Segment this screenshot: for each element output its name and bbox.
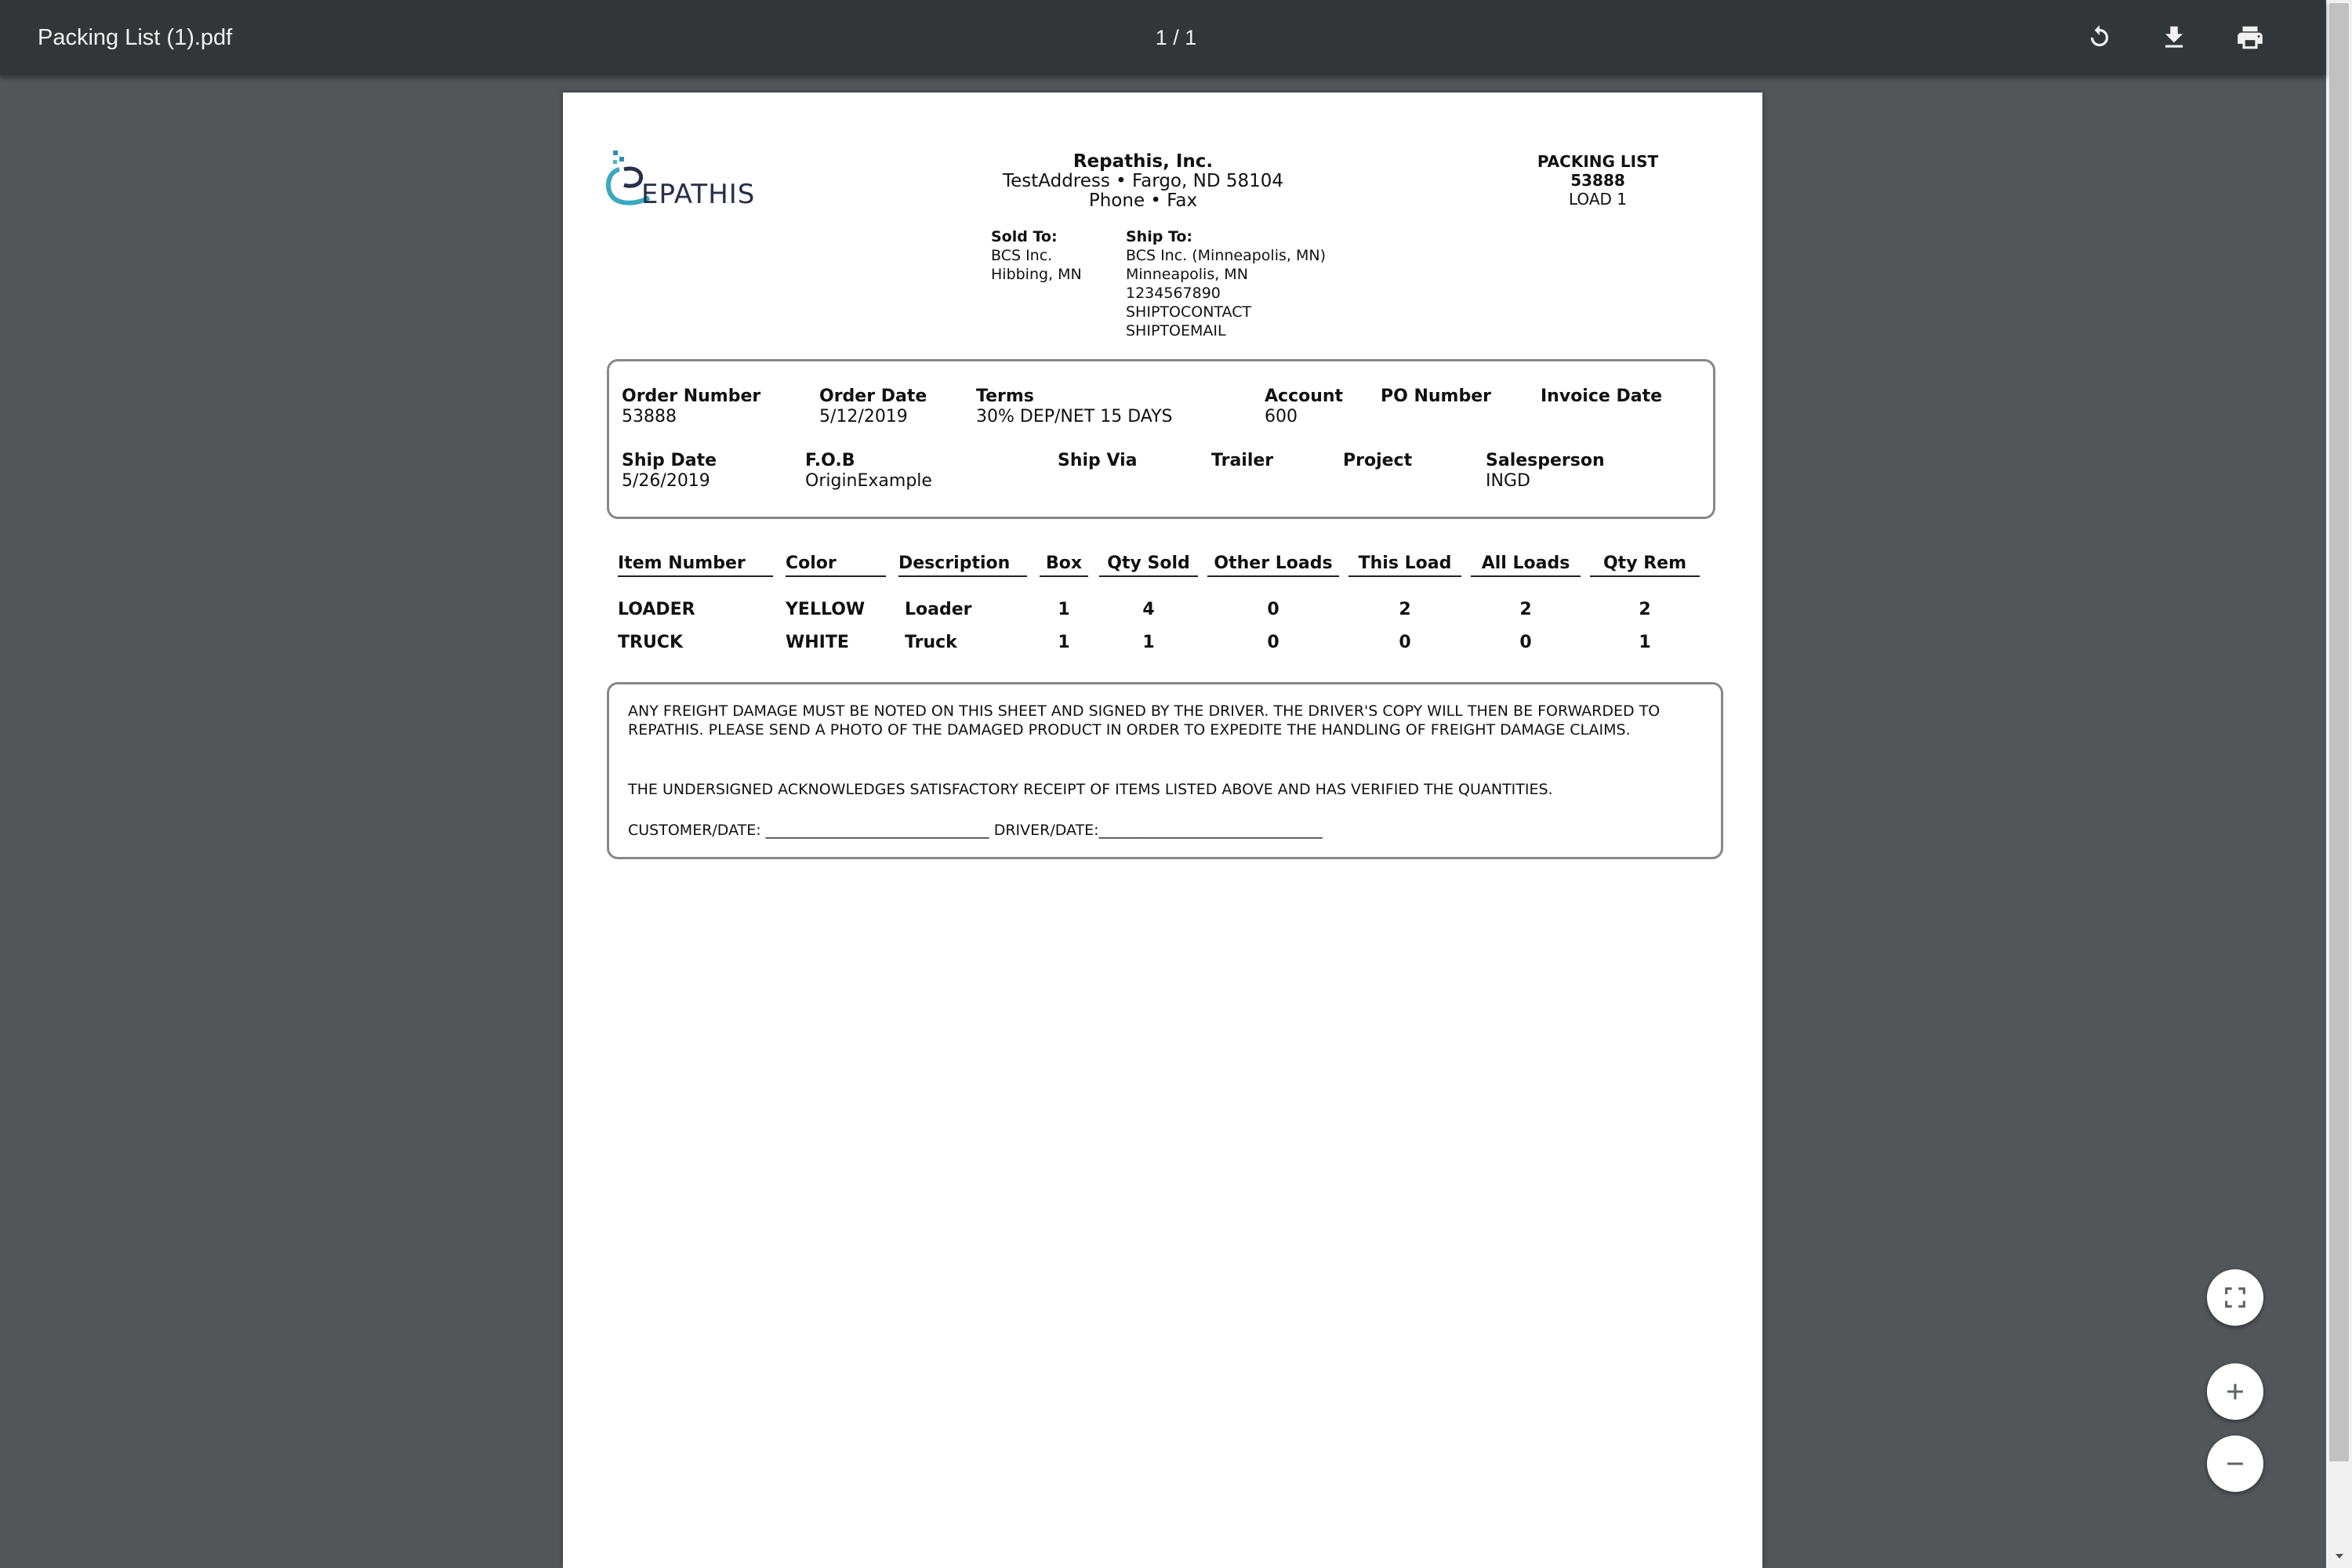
table-header: Item Number [618, 552, 773, 577]
table-cell: Truck [905, 633, 957, 652]
print-icon [2235, 23, 2265, 53]
company-contact: Phone • Fax [1088, 191, 1198, 211]
fit-to-page-icon [2222, 1284, 2249, 1311]
freight-notice-box [607, 682, 1723, 859]
table-cell: 0 [1519, 633, 1532, 652]
ship-to-label: Ship To: [1126, 228, 1193, 245]
table-cell: LOADER [618, 600, 695, 619]
terms-label: Terms [976, 387, 1034, 406]
scrollbar-thumb[interactable] [2329, 3, 2349, 1461]
table-cell: 1 [1639, 633, 1651, 652]
company-address: TestAddress • Fargo, ND 58104 [1002, 171, 1284, 191]
download-button[interactable] [2155, 19, 2193, 56]
download-icon [2159, 23, 2189, 53]
logo-text: EPATHIS [641, 179, 756, 210]
company-logo [604, 149, 792, 212]
document-title: Packing List (1).pdf [38, 25, 233, 50]
ship-to-line: 1234567890 [1126, 285, 1221, 302]
company-name: Repathis, Inc. [1073, 151, 1214, 172]
order-date-label: Order Date [819, 387, 927, 406]
packing-list-number: 53888 [1570, 171, 1625, 190]
table-cell: TRUCK [618, 633, 684, 652]
order-info-box [607, 359, 1715, 519]
viewer-toolbar [0, 0, 2326, 75]
packing-list-title: PACKING LIST [1537, 152, 1659, 171]
table-header: Color [786, 552, 886, 577]
table-header: Qty Rem [1590, 552, 1700, 577]
table-header: This Load [1348, 552, 1461, 577]
table-cell: 2 [1519, 600, 1532, 619]
zoom-in-button[interactable] [2207, 1363, 2263, 1420]
order-number-value: 53888 [622, 407, 677, 426]
packing-list-load: LOAD 1 [1569, 190, 1627, 209]
signature-line: CUSTOMER/DATE: ______________________________ DRIVER/DATE:______________________________ [628, 822, 1323, 839]
table-cell: Loader [905, 600, 972, 619]
table-header: Description [898, 552, 1027, 577]
zoom-in-icon [2222, 1378, 2249, 1405]
damage-notice-text: ANY FREIGHT DAMAGE MUST BE NOTED ON THIS SHEET AND SIGNED BY THE DRIVER. THE DRIVER'S COPY WILL THEN BE FORWARDED TO REPATHIS. PLEASE SEND A PHOTO OF THE DAMAGED PRODUCT IN ORDER TO EXPEDITE THE HANDLING OF FREIGHT DAMAGE CLAIMS. [628, 702, 1661, 739]
sold-to-line: Hibbing, MN [991, 266, 1082, 283]
print-button[interactable] [2231, 19, 2269, 56]
sold-to-line: BCS Inc. [991, 247, 1053, 264]
table-cell: 4 [1142, 600, 1155, 619]
pdf-page [563, 93, 1762, 1568]
table-cell: 1 [1058, 633, 1070, 652]
ship-to-line: Minneapolis, MN [1126, 266, 1248, 283]
table-header: All Loads [1471, 552, 1581, 577]
ship-to-line: BCS Inc. (Minneapolis, MN) [1126, 247, 1326, 264]
table-header: Box [1040, 552, 1088, 577]
table-cell: 0 [1267, 600, 1279, 619]
table-header: Qty Sold [1099, 552, 1198, 577]
trailer-label: Trailer [1211, 451, 1274, 470]
ship-date-value: 5/26/2019 [622, 471, 710, 491]
ship-via-label: Ship Via [1058, 451, 1138, 470]
table-cell: 1 [1142, 633, 1155, 652]
salesperson-label: Salesperson [1486, 451, 1605, 470]
rotate-icon [2085, 23, 2114, 53]
rotate-button[interactable] [2081, 19, 2118, 56]
zoom-out-button[interactable] [2207, 1436, 2263, 1492]
table-cell: 2 [1639, 600, 1651, 619]
order-date-value: 5/12/2019 [819, 407, 908, 426]
ship-date-label: Ship Date [622, 451, 717, 470]
table-cell: 2 [1399, 600, 1411, 619]
table-cell: 1 [1058, 600, 1070, 619]
ship-to-line: SHIPTOCONTACT [1126, 303, 1252, 321]
terms-value: 30% DEP/NET 15 DAYS [976, 407, 1173, 426]
page-indicator: 1 / 1 [1155, 26, 1197, 49]
zoom-out-icon [2222, 1450, 2249, 1477]
project-label: Project [1343, 451, 1413, 470]
ship-to-line: SHIPTOEMAIL [1126, 322, 1226, 339]
account-label: Account [1265, 387, 1344, 406]
account-value: 600 [1265, 407, 1298, 426]
table-cell: YELLOW [786, 600, 866, 619]
scroll-down-arrow-icon[interactable] [2326, 1544, 2352, 1568]
table-cell: WHITE [786, 633, 849, 652]
table-cell: 0 [1267, 633, 1279, 652]
table-header: Other Loads [1207, 552, 1339, 577]
po-number-label: PO Number [1381, 387, 1492, 406]
salesperson-value: INGD [1486, 471, 1530, 491]
vertical-scrollbar[interactable] [2326, 0, 2352, 1568]
order-number-label: Order Number [622, 387, 761, 406]
fit-to-page-button[interactable] [2207, 1269, 2263, 1326]
acknowledge-text: THE UNDERSIGNED ACKNOWLEDGES SATISFACTORY RECEIPT OF ITEMS LISTED ABOVE AND HAS VERIFIED THE QUANTITIES. [628, 781, 1553, 798]
fob-label: F.O.B [805, 451, 855, 470]
sold-to-label: Sold To: [991, 228, 1058, 245]
fob-value: OriginExample [805, 471, 932, 491]
table-cell: 0 [1399, 633, 1411, 652]
invoice-date-label: Invoice Date [1541, 387, 1663, 406]
